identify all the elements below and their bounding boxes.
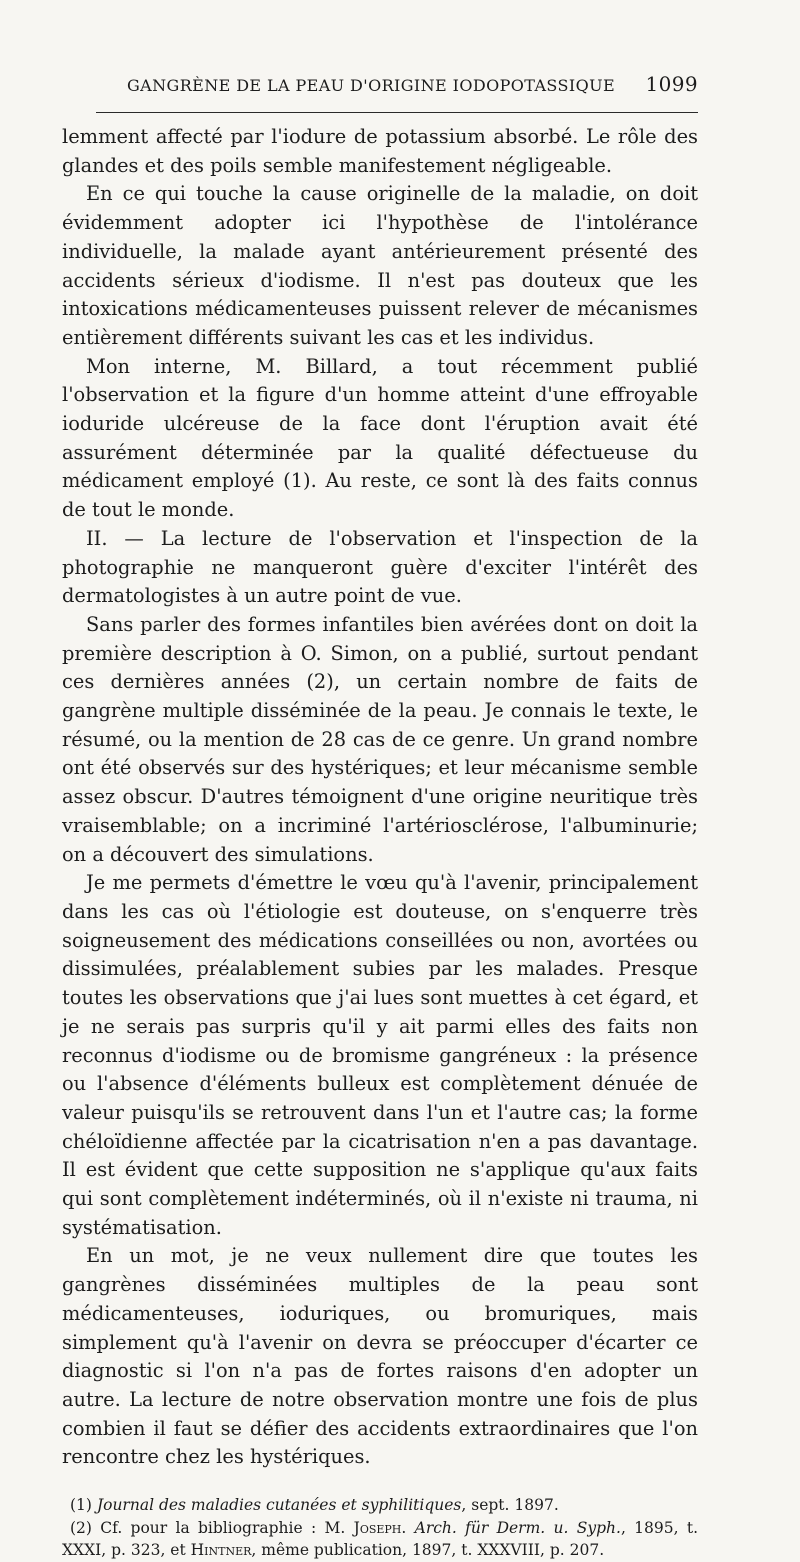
footnote-text: , même publication, 1897, t. XXXVIII, p. 207. bbox=[251, 1541, 605, 1560]
paragraph: Je me permets d'émettre le vœu qu'à l'avenir, principalement dans les cas où l'étiologie est douteuse, on s'enquerre très soigneusement des médications conseillées ou non, avortées ou dissimulées, préalablement subies par les malades. Presque toutes les observations que j'ai lues sont muettes à cet égard, et je ne serais pas surpris qu'il y ait parmi elles des faits non reconnus d'iodisme ou de bromisme gangréneux : la présence ou l'absence d'éléments bulleux est complètement dénuée de valeur puisqu'ils se retrouvent dans l'un et l'autre cas; la forme chéloïdienne affectée par la cicatrisation n'en a pas davantage. Il est évident que cette supposition ne s'applique qu'aux faits qui sont complètement indéterminés, où il n'existe ni trauma, ni systématisation. bbox=[62, 871, 698, 1239]
paragraph: Sans parler des formes infantiles bien avérées dont on doit la première description à O. Simon, on a publié, surtout pendant ces dernières années (2), un certain nombre de faits de gangrène multiple disséminée de la peau. Je connais le texte, le résumé, ou la mention de 28 cas de ce genre. Un grand nombre ont été observés sur des hystériques; et leur mécanisme semble assez obscur. D'autres témoignent d'une origine neuritique très vraisemblable; on a incriminé l'artériosclérose, l'albuminurie; on a découvert des simulations. bbox=[62, 612, 698, 866]
footnote-text: , 1895, t. XXXI, p. 323, et bbox=[62, 1518, 698, 1560]
footnote-text: , sept. 1897. bbox=[461, 1496, 559, 1515]
footnote-2: (2) Cf. pour la bibliographie : M. Joseph. Arch. für Derm. u. Syph., 1895, t. XXXI, p. 323, et Hintner, même publication, 1897, t. XXXVIII, p. 207. bbox=[62, 1518, 698, 1560]
footnote-marker: (2) bbox=[70, 1518, 92, 1537]
footnote-journal: Arch. für Derm. u. Syph. bbox=[414, 1518, 621, 1537]
paragraph: Mon interne, M. Billard, a tout récemment publié l'observation et la figure d'un homme atteint d'une effroyable ioduride ulcéreuse de la face dont l'éruption avait été assurément déterminée par la qualité défectueuse du médicament employé (1). Au reste, ce sont là des faits connus de tout le monde. bbox=[62, 354, 698, 522]
footnote-author: Hintner bbox=[190, 1541, 252, 1560]
running-title: GANGRÈNE DE LA PEAU D'ORIGINE IODOPOTASSIQUE bbox=[127, 76, 616, 95]
footnote-marker: (1) bbox=[70, 1496, 92, 1515]
footnote-1 bbox=[62, 1494, 698, 1517]
paragraph: En ce qui touche la cause originelle de la maladie, on doit évidemment adopter ici l'hypothèse de l'intolérance individuelle, la malade ayant antérieurement présenté des accidents sérieux d'iodisme. Il n'est pas douteux que les intoxications médicamenteuses puissent relever de mécanismes entièrement différents suivant les cas et les individus. bbox=[62, 182, 698, 349]
running-header bbox=[62, 72, 698, 112]
document-page bbox=[62, 72, 698, 1562]
footnote-journal: Journal des maladies cutanées et syphilitiques bbox=[96, 1496, 462, 1515]
paragraph: lemment affecté par l'iodure de potassium absorbé. Le rôle des glandes et des poils semble manifestement négligeable. bbox=[62, 125, 698, 177]
footnote-text: Cf. pour la bibliographie : M. bbox=[100, 1518, 346, 1537]
footnote-author: Joseph bbox=[353, 1518, 402, 1537]
page-number: 1099 bbox=[645, 72, 698, 96]
body-text bbox=[62, 123, 698, 1472]
footnotes bbox=[62, 1494, 698, 1562]
paragraph: II. — La lecture de l'observation et l'inspection de la photographie ne manqueront guère d'exciter l'intérêt des dermatologistes à un autre point de vue. bbox=[62, 526, 698, 608]
paragraph: En un mot, je ne veux nullement dire que toutes les gangrènes disséminées multiples de la peau sont médicamenteuses, ioduriques, ou bromuriques, mais simplement qu'à l'avenir on devra se préoccuper d'écarter ce diagnostic si l'on n'a pas de fortes raisons d'en adopter un autre. La lecture de notre observation montre une fois de plus combien il faut se défier des accidents extraordinaires que l'on rencontre chez les hystériques. bbox=[62, 1244, 698, 1469]
header-rule bbox=[96, 112, 698, 113]
